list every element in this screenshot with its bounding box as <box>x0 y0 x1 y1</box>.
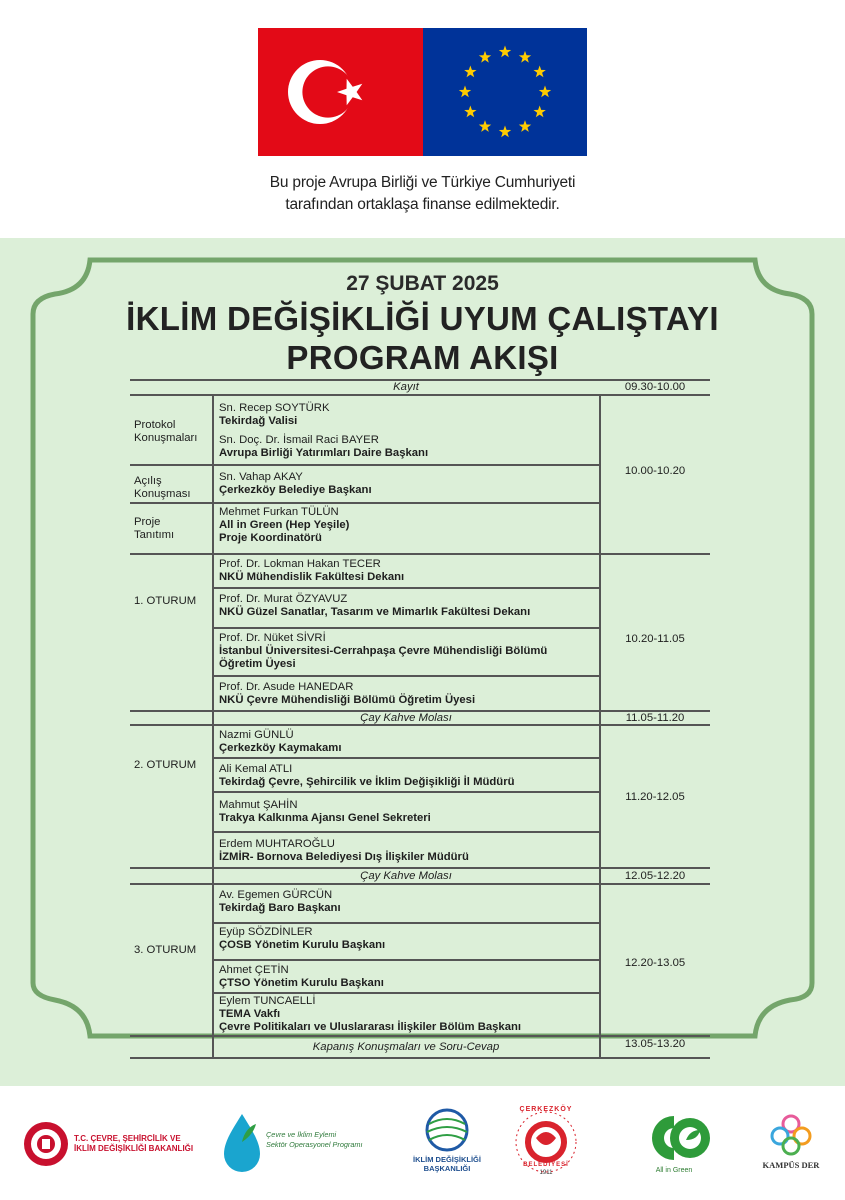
session-1-label: 1. OTURUM <box>134 595 197 607</box>
speaker-entry: Erdem MUHTAROĞLU İZMİR- Bornova Belediyesi Dış İlişkiler Müdürü <box>219 838 469 863</box>
allingreen-text: All in Green <box>655 1167 693 1174</box>
ministry-emblem-icon <box>22 1120 70 1168</box>
eu-star-icon <box>499 126 511 138</box>
cerkezkoy-year: 1911 <box>539 1170 553 1176</box>
break-1-label: Çay Kahve Molası <box>360 712 452 724</box>
event-date: 27 ŞUBAT 2025 <box>346 272 499 295</box>
registration-time: 09.30-10.00 <box>624 381 686 393</box>
speaker-entry: Mehmet Furkan TÜLÜN All in Green (Hep Yeşile) Proje Koordinatörü <box>219 506 350 544</box>
cerkezkoy-bottom-text: BELEDİYESİ <box>523 1162 569 1168</box>
allingreen-logo <box>634 1110 714 1180</box>
allingreen-cc-icon <box>634 1110 714 1166</box>
speaker-entry: Prof. Dr. Lokman Hakan TECER NKÜ Mühendislik Fakültesi Dekanı <box>219 558 405 583</box>
eu-star-icon <box>533 66 545 78</box>
kampusder-text: KAMPÜS DER <box>762 1160 820 1170</box>
break-1-time: 11.05-11.20 <box>625 712 685 724</box>
speaker-entry: Nazmi GÜNLÜ Çerkezköy Kaymakamı <box>219 729 342 754</box>
kampusder-flower-icon <box>756 1114 826 1158</box>
speaker-entry: Prof. Dr. Murat ÖZYAVUZ NKÜ Güzel Sanatlar, Tasarım ve Mimarlık Fakültesi Dekanı <box>219 593 531 618</box>
closing-time: 13.05-13.20 <box>624 1038 686 1050</box>
program-heading: PROGRAM AKIŞI <box>286 339 559 376</box>
funding-statement <box>0 172 845 216</box>
session-3-time: 12.20-13.05 <box>624 957 686 969</box>
opening-time: 10.00-10.20 <box>624 465 686 477</box>
registration-label: Kayıt <box>393 381 419 393</box>
protocol-label: Protokol Konuşmaları <box>134 419 198 444</box>
eu-flag <box>423 28 587 156</box>
speaker-entry: Eylem TUNCAELLİ TEMA Vakfı Çevre Politikaları ve Uluslararası İlişkiler Bölüm Başkanı <box>219 995 522 1033</box>
speaker-entry: Ahmet ÇETİN ÇTSO Yönetim Kurulu Başkanı <box>219 964 384 989</box>
crescent-star-icon <box>258 28 423 156</box>
eu-stars-icon <box>423 28 587 156</box>
opening-speech-label: Açılış Konuşması <box>134 475 191 500</box>
speaker-entry: Prof. Dr. Nüket SİVRİ İstanbul Üniversitesi-Cerrahpaşa Çevre Mühendisliği Bölümü Öğretim Üyesi <box>219 632 548 670</box>
cerkezkoy-municipality-logo <box>510 1106 582 1180</box>
speaker-entry: Sn. Doç. Dr. İsmail Raci BAYER Avrupa Birliği Yatırımları Daire Başkanı <box>219 434 429 459</box>
sop-logo <box>222 1112 382 1178</box>
eu-star-icon <box>499 46 511 58</box>
closing-label: Kapanış Konuşmaları ve Soru-Cevap <box>312 1041 500 1053</box>
speaker-entry: Sn. Vahap AKAY Çerkezköy Belediye Başkanı <box>219 471 372 496</box>
climate-line-1: İKLİM DEĞİŞİKLİĞİ <box>413 1155 481 1164</box>
speaker-entry: Ali Kemal ATLI Tekirdağ Çevre, Şehircilik ve İklim Değişikliği İl Müdürü <box>219 763 515 788</box>
eu-star-icon <box>539 86 551 98</box>
climate-line-2: BAŞKANLIĞI <box>423 1164 471 1173</box>
eu-star-icon <box>459 86 471 98</box>
sop-line-1: Çevre ve İklim Eylemi <box>266 1130 337 1139</box>
speaker-entry: Sn. Recep SOYTÜRK Tekirdağ Valisi <box>219 402 330 427</box>
climate-presidency-logo <box>404 1108 490 1180</box>
ministry-line-1: T.C. ÇEVRE, ŞEHİRCİLİK VE <box>74 1134 181 1143</box>
project-intro-label: Proje Tanıtımı <box>134 516 175 541</box>
event-title: İKLİM DEĞİŞİKLİĞİ UYUM ÇALIŞTAYI <box>126 300 719 337</box>
drop-leaf-icon <box>222 1112 262 1174</box>
funding-line-2: tarafından ortaklaşa finanse edilmektedir. <box>285 196 560 213</box>
speaker-entry: Mahmut ŞAHİN Trakya Kalkınma Ajansı Genel Sekreteri <box>219 799 431 824</box>
header <box>0 0 845 238</box>
eu-star-icon <box>519 51 531 63</box>
eu-star-icon <box>464 66 476 78</box>
cerkezkoy-emblem-icon <box>510 1106 582 1180</box>
session-2-label: 2. OTURUM <box>134 759 197 771</box>
eu-star-icon <box>479 120 491 132</box>
sop-line-2: Sektör Operasyonel Programı <box>266 1140 363 1149</box>
session-2-time: 11.20-12.05 <box>625 791 685 803</box>
eu-star-icon <box>479 51 491 63</box>
ministry-line-2: İKLİM DEĞİŞİKLİĞİ BAKANLIĞI <box>74 1144 194 1153</box>
eu-star-icon <box>464 106 476 118</box>
funding-line-1: Bu proje Avrupa Birliği ve Türkiye Cumhuriyeti <box>269 174 576 191</box>
ministry-logo <box>22 1120 212 1170</box>
break-2-time: 12.05-12.20 <box>624 870 686 882</box>
eu-star-icon <box>533 106 545 118</box>
break-2-label: Çay Kahve Molası <box>360 870 452 882</box>
globe-icon <box>422 1108 472 1152</box>
eu-star-icon <box>519 120 531 132</box>
speaker-entry: Eyüp SÖZDİNLER ÇOSB Yönetim Kurulu Başkanı <box>219 926 386 951</box>
speaker-entry: Av. Egemen GÜRCÜN Tekirdağ Baro Başkanı <box>219 889 341 914</box>
cerkezkoy-top-text: ÇERKEZKÖY <box>519 1106 573 1113</box>
kampusder-logo <box>756 1114 826 1180</box>
session-3-label: 3. OTURUM <box>134 944 197 956</box>
footer-logos <box>0 1086 845 1200</box>
turkey-flag <box>258 28 423 156</box>
session-1-time: 10.20-11.05 <box>625 633 685 645</box>
speaker-entry: Prof. Dr. Asude HANEDAR NKÜ Çevre Mühendisliği Bölümü Öğretim Üyesi <box>219 681 476 706</box>
